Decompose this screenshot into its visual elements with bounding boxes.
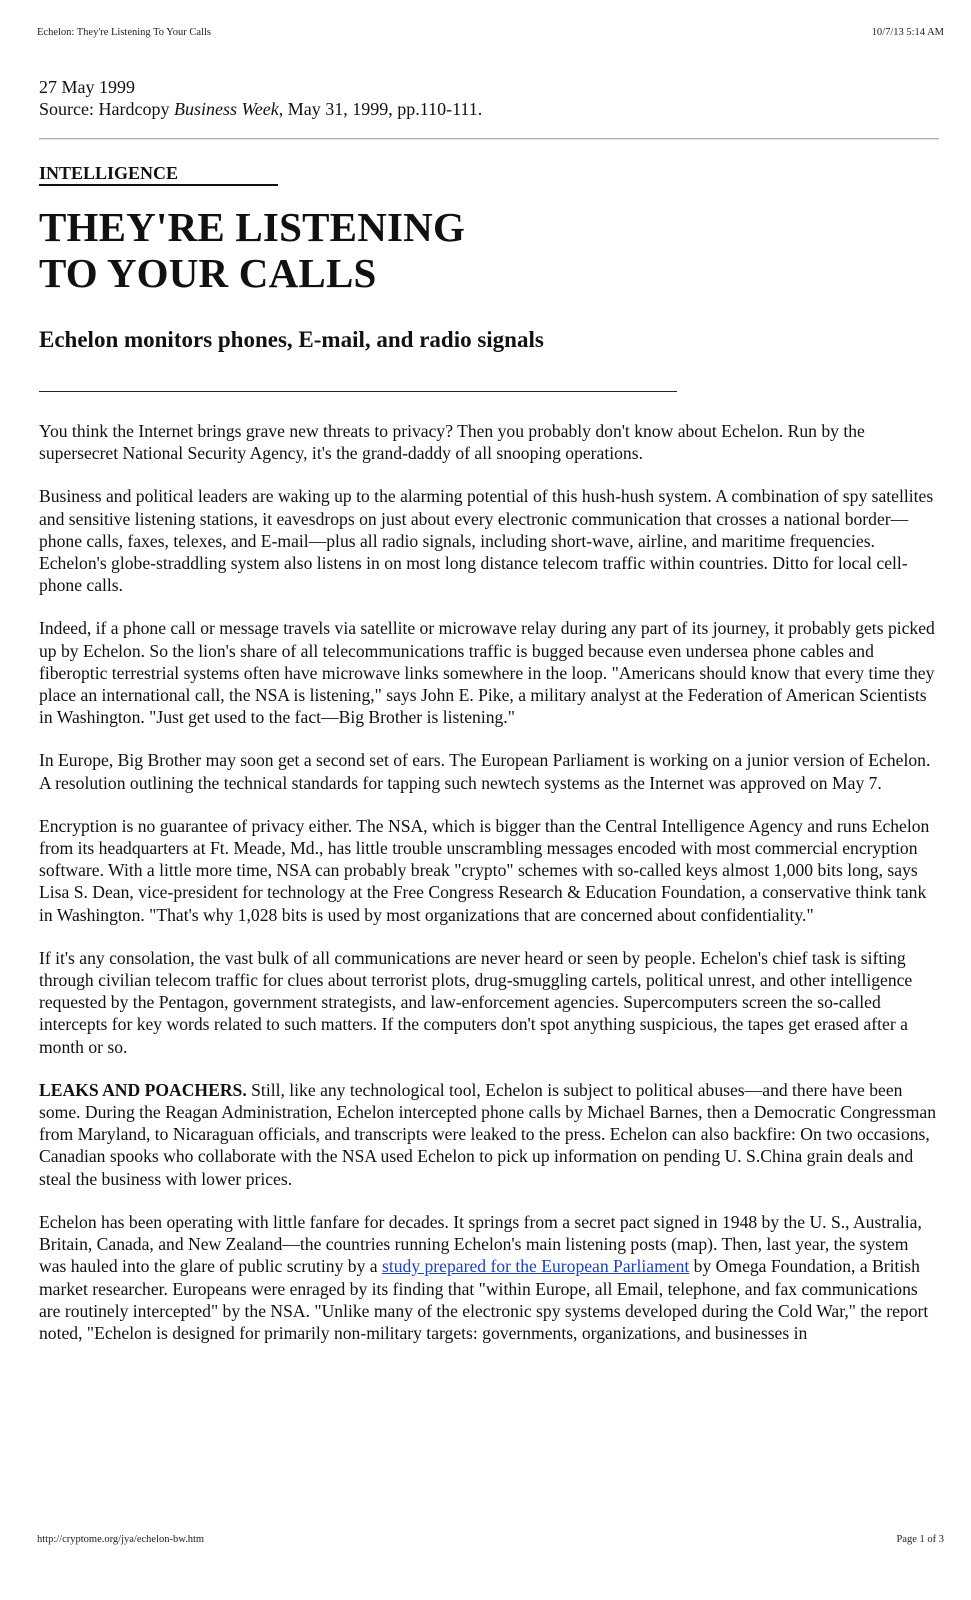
paragraph-3: Indeed, if a phone call or message travels via satellite or microwave relay during any part of its journey, it probably gets picked up by Echelon. So the lion's share of all telecommunications traffic is bugged because even undersea phone cables and fiberoptic terrestrial systems often have microwave links somewhere in the loop. "Americans should know that every time they place an international call, the NSA is listening," says John E. Pike, a military analyst at the Federation of American Scientists in Washington. "Just get used to the fact—Big Brother is listening." [39, 618, 935, 728]
print-footer-page: Page 1 of 3 [896, 1534, 944, 1545]
source-prefix: Source: Hardcopy [39, 99, 174, 119]
paragraph-6: If it's any consolation, the vast bulk of all communications are never heard or seen by people. Echelon's chief task is sifting through civilian telecom traffic for clues about terrorist plots, drug-smuggling cartels, political unrest, and other intelligence requested by the Pentagon, government strategists, and law-enforcement agencies. Supercomputers screen the so-called intercepts for key words related to such matters. If the computers don't spot anything suspicious, the tapes get erased after a month or so. [39, 947, 913, 1057]
print-footer-url: http://cryptome.org/jya/echelon-bw.htm [37, 1534, 205, 1545]
paragraph-1: You think the Internet brings grave new threats to privacy? Then you probably don't know about Echelon. Run by the supersecret National Security Agency, it's the grand-daddy of all snooping operations. [39, 421, 865, 464]
paragraph-leaks [39, 1079, 939, 1190]
leaks-text: Still, like any technological tool, Echelon is subject to political abuses—and there have been some. During the Reagan Administration, Echelon intercepted phone calls by Michael Barnes, then a Democratic Congressman from Maryland, to Nicaraguan officials, and transcripts were leaked to the press. Echelon can also backfire: On two occasions, Canadian spooks who collaborate with the NSA used Echelon to pick up information on pending U. S.China grain deals and steal the business with lower prices. [39, 1079, 937, 1189]
paragraph-2: Business and political leaders are waking up to the alarming potential of this hush-hush system. A combination of spy satellites and sensitive listening stations, it eavesdrops on just about every electronic communication that crosses a national border—phone calls, faxes, telexes, and E-mail—plus all radio signals, including short-wave, airline, and maritime frequencies. Echelon's globe-straddling system also listens in on most long distance telecom traffic within countries. Ditto for local cell-phone calls. [39, 486, 934, 596]
print-header-title: Echelon: They're Listening To Your Calls [37, 27, 212, 38]
article-body [39, 420, 939, 1344]
print-header [37, 27, 944, 43]
section-label: INTELLIGENCE [39, 162, 278, 186]
subheadline: Echelon monitors phones, E-mail, and radio signals [39, 327, 544, 352]
article-source [39, 98, 939, 120]
paragraph-5: Encryption is no guarantee of privacy either. The NSA, which is bigger than the Central Intelligence Agency and runs Echelon from its headquarters at Ft. Meade, Md., has little trouble unscrambling messages encoded with most commercial encryption software. With a little more time, NSA can probably break "crypto" schemes with so-called keys almost 1,000 bits long, says Lisa S. Dean, vice-president for technology at the Free Congress Research & Education Foundation, a conservative think tank in Washington. "That's why 1,028 bits is used by most organizations that are concerned about confidentiality." [39, 815, 930, 925]
article-content [39, 76, 939, 1365]
source-suffix: , May 31, 1999, pp.110-111. [278, 99, 483, 119]
last-text-before-link: Echelon has been operating with little fanfare for decades. It springs from a secret pact signed in 1948 by the U. S., Australia, Britain, Canada, and New Zealand—the countries running Echelon's main listening posts (map). Then, last year, the system was hauled into the glare of public scrutiny by a [39, 1211, 922, 1277]
article-date: 27 May 1999 [39, 77, 135, 97]
paragraph-last [39, 1211, 939, 1344]
paragraph-4: In Europe, Big Brother may soon get a second set of ears. The European Parliament is working on a junior version of Echelon. A resolution outlining the technical standards for tapping such newtech systems as the Internet was approved on May 7. [39, 750, 931, 793]
headline-line-2: TO YOUR CALLS [39, 250, 377, 296]
headline-line-1: THEY'RE LISTENING [39, 204, 466, 250]
headline [39, 204, 939, 296]
leaks-lead-in: LEAKS AND POACHERS. [39, 1079, 247, 1100]
last-text-after-link: by Omega Foundation, a British market researcher. Europeans were enraged by its finding that "within Europe, all Email, telephone, and fax communications are routinely intercepted" by the NSA. "Unlike many of the electronic spy systems developed during the Cold War," the report noted, "Echelon is designed for primarily non-military targets: governments, organizations, and businesses in [39, 1256, 929, 1343]
source-publication: Business Week [173, 99, 279, 119]
print-footer [37, 1534, 944, 1550]
article-meta [39, 76, 939, 120]
header-divider [39, 138, 939, 140]
study-link[interactable]: study prepared for the European Parliament [381, 1256, 690, 1277]
print-header-datetime: 10/7/13 5:14 AM [871, 27, 944, 38]
subhead-divider [39, 391, 677, 392]
